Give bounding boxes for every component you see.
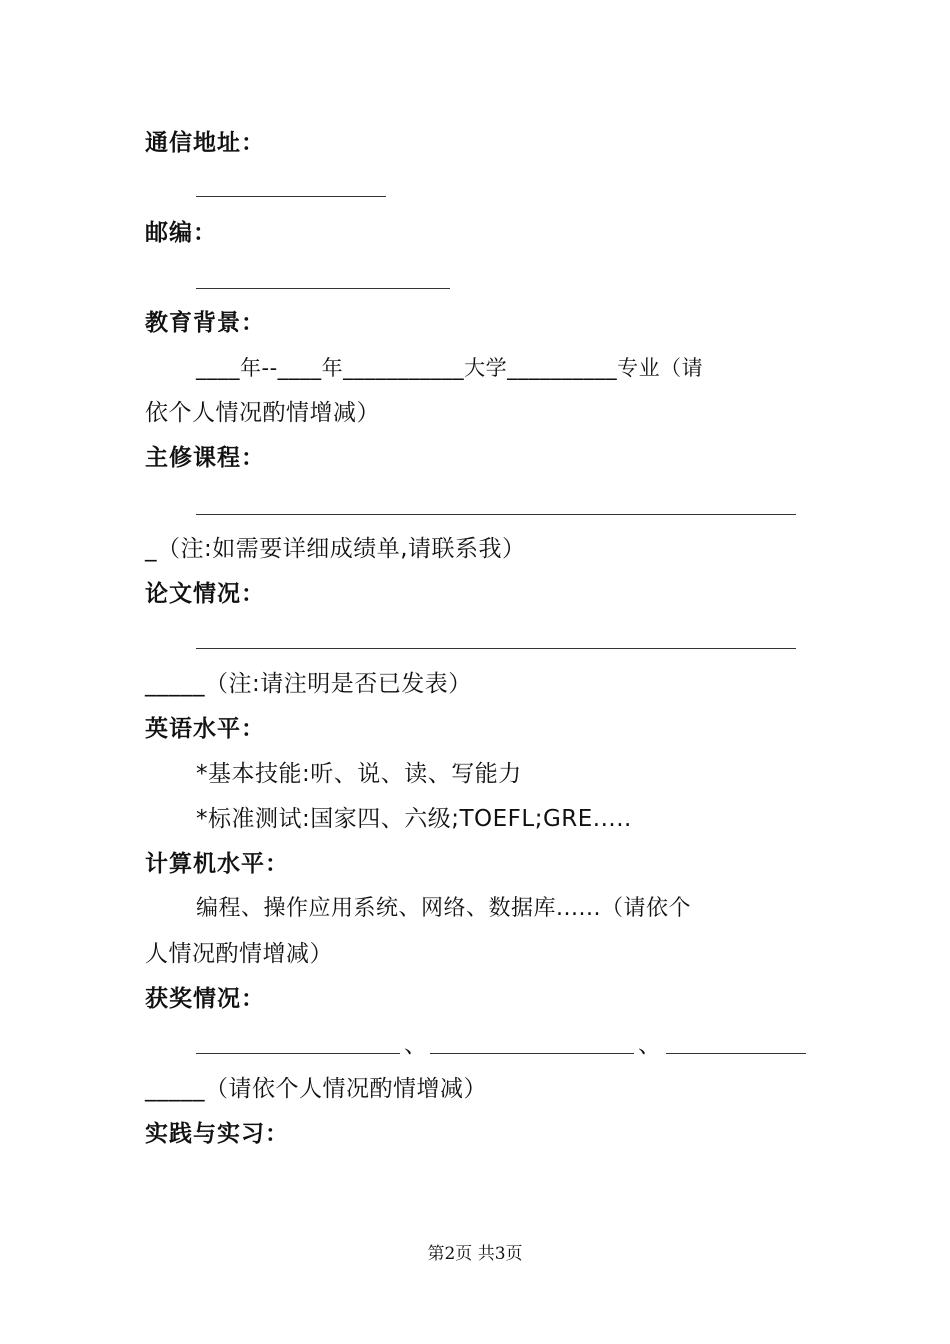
zip-blank-line (196, 288, 450, 289)
practice-label: 实践与实习： (145, 1121, 289, 1147)
courses-line-2: _（注:如需要详细成绩单,请联系我） (145, 536, 526, 562)
award-separator-2: 、 (638, 1032, 662, 1058)
courses-label: 主修课程： (145, 445, 265, 471)
english-label: 英语水平： (145, 716, 265, 742)
address-label: 通信地址： (145, 130, 265, 156)
courses-blank-line (196, 514, 796, 515)
english-test-item: *标准测试:国家四、六级;TOEFL;GRE..... (196, 806, 632, 832)
education-label: 教育背景： (145, 310, 265, 336)
computer-label: 计算机水平： (145, 851, 289, 877)
thesis-line-2: _____（注:请注明是否已发表） (145, 671, 472, 697)
computer-line-2: 人情况酌情增减） (145, 941, 333, 967)
award-separator-1: 、 (404, 1032, 428, 1058)
computer-line-1: 编程、操作应用系统、网络、数据库......（请依个 (196, 896, 691, 921)
awards-label: 获奖情况： (145, 986, 265, 1012)
award-blank-line-2 (430, 1053, 634, 1054)
education-line-1: ____年--____年___________大学__________专业（请 (196, 356, 704, 380)
award-blank-line-1 (196, 1053, 400, 1054)
zip-label: 邮编： (145, 220, 217, 246)
english-skill-item: *基本技能:听、说、读、写能力 (196, 761, 522, 787)
page-number-footer: 第2页 共3页 (427, 1244, 523, 1264)
education-line-2: 依个人情况酌情增减） (145, 400, 380, 426)
address-blank-line (196, 196, 386, 197)
awards-line-2: _____（请依个人情况酌情增减） (145, 1076, 487, 1102)
award-blank-line-3 (666, 1053, 806, 1054)
thesis-label: 论文情况： (145, 581, 265, 607)
thesis-blank-line (196, 648, 796, 649)
